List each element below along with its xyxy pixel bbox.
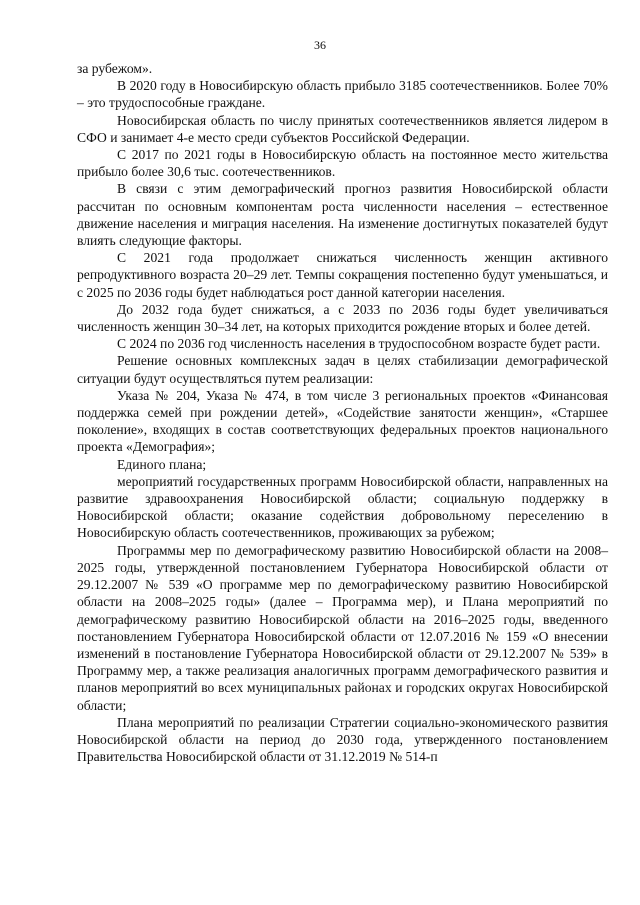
paragraph: Решение основных комплексных задач в целях стабилизации демографической ситуации будут осуществляться путем реализации: — [77, 353, 608, 386]
paragraph: С 2024 по 2036 год численность населения в трудоспособном возрасте будет расти. — [117, 336, 601, 352]
paragraph: Указа № 204, Указа № 474, в том числе 3 региональных проектов «Финансовая поддержка семей при рождении детей», «Содействие занятости женщин», «Старшее поколение», входящих в состав соответствующих федеральных проектов национального проекта «Демография»; — [77, 387, 608, 455]
paragraph: Единого плана; — [117, 456, 207, 472]
paragraph: Новосибирская область по числу принятых соотечественников является лидером в СФО и занимает 4-е место среди субъектов Российской Федерации. — [77, 112, 608, 145]
body-text — [77, 60, 608, 765]
paragraph: С 2021 года продолжает снижаться численность женщин активного репродуктивного возраста 20–29 лет. Темпы сокращения постепенно будут уменьшаться, и с 2025 по 2036 годы будет наблюдаться рост данной категории населения. — [77, 250, 608, 300]
paragraph: за рубежом». — [77, 61, 153, 76]
paragraph: До 2032 года будет снижаться, а с 2033 по 2036 годы будет увеличиваться численность женщин 30–34 лет, на которых приходится рождение вторых и более детей. — [77, 301, 608, 335]
page-number: 36 — [314, 38, 326, 52]
paragraph: мероприятий государственных программ Новосибирской области, направленных на развитие здравоохранения Новосибирской области; социальную поддержку в Новосибирской области; оказание содействия добровольному переселению в Новосибирскую область соотечественников, проживающих за рубежом; — [77, 473, 608, 541]
paragraph: Программы мер по демографическому развитию Новосибирской области на 2008–2025 годы, утвержденной постановлением Губернатора Новосибирской области от 29.12.2007 № 539 «О программе мер по демографическому развитию Новосибирской области на 2008–2025 годы» (далее – Программа мер), и Плана мероприятий по демографическому развитию Новосибирской области на 2016–2025 годы, введенного постановлением Губернатора Новосибирской области от 12.07.2016 № 159 «О внесении изменений в постановление Губернатора Новосибирской области от 29.12.2007 № 539» в Программу мер, а также реализация аналогичных программ демографического развития и планов мероприятий во всех муниципальных районах и городских округах Новосибирской области; — [77, 542, 608, 713]
paragraph: С 2017 по 2021 годы в Новосибирскую область на постоянное место жительства прибыло более 30,6 тыс. соотечественников. — [77, 147, 608, 180]
paragraph: В 2020 году в Новосибирскую область прибыло 3185 соотечественников. Более 70% – это трудоспособные граждане. — [77, 78, 608, 111]
paragraph: Плана мероприятий по реализации Стратегии социально-экономического развития Новосибирской области на период до 2030 года, утвержденного постановлением Правительства Новосибирской области от 31.12.2019 № 514-п — [77, 714, 608, 765]
paragraph: В связи с этим демографический прогноз развития Новосибирской области рассчитан по основным компонентам роста численности населения – естественное движение населения и миграция населения. На изменение достигнутых показателей будут влиять следующие факторы. — [77, 181, 608, 249]
